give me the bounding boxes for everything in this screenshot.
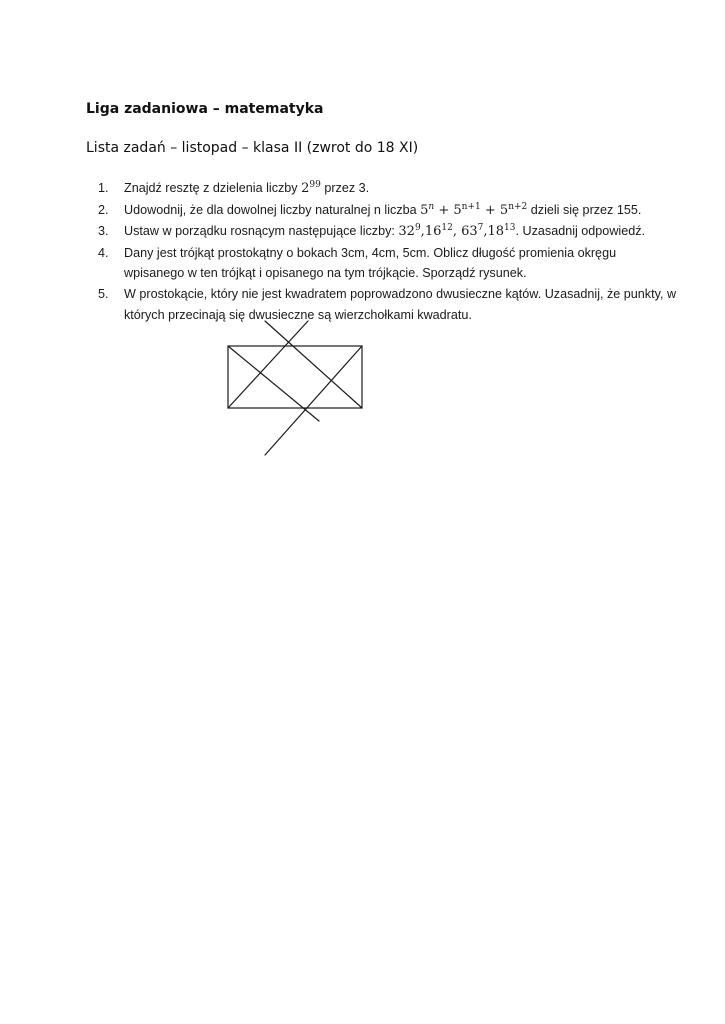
page-title: Liga zadaniowa – matematyka — [86, 101, 324, 117]
task-number: 5. — [98, 286, 109, 301]
math-exponent: 9 — [414, 223, 421, 234]
task-text: Udowodnij, że dla dowolnej liczby naturalnej n liczba — [124, 202, 421, 217]
math-separator: , — [452, 224, 462, 240]
figure-bisector-line — [228, 321, 308, 408]
math-exponent: n+1 — [461, 201, 481, 212]
task-text: Dany jest trójkąt prostokątny o bokach 3cm, 4cm, 5cm. Oblicz długość promienia okręgu wpisanego w ten trójkąt i opisanego na tym trójkącie. Sporządź rysunek. — [124, 245, 617, 281]
task-text: przez 3. — [320, 181, 370, 195]
math-operator: + — [434, 202, 454, 218]
math-base: 63 — [461, 224, 478, 240]
task-number: 1. — [98, 181, 109, 195]
task-3 — [98, 221, 678, 243]
math-separator: , — [420, 224, 425, 240]
figure-bisector-line — [265, 321, 362, 408]
math-base: 5 — [420, 202, 429, 218]
math-exponent: 7 — [477, 223, 484, 234]
math-exponent: 99 — [309, 180, 321, 191]
task-1 — [98, 178, 678, 200]
figure-rectangle — [228, 346, 362, 408]
task-number: 4. — [98, 245, 109, 260]
task-list — [98, 178, 678, 325]
math-base: 32 — [398, 224, 415, 240]
math-base: 5 — [499, 202, 509, 218]
task-text: . Uzasadnij odpowiedź. — [515, 224, 646, 239]
figure-bisector-line — [228, 346, 319, 421]
math-exponent: 12 — [441, 223, 453, 234]
task-number: 2. — [98, 202, 109, 217]
math-base: 2 — [301, 181, 310, 196]
math-base: 18 — [487, 224, 505, 240]
task-4 — [98, 243, 678, 284]
math-exponent: 13 — [504, 223, 516, 234]
task-text: Znajdź resztę z dzielenia liczby — [124, 181, 302, 195]
math-power — [301, 181, 321, 196]
math-expression — [398, 224, 515, 239]
math-exponent: n — [428, 201, 435, 212]
figure-bisector-line — [265, 346, 362, 455]
math-base: 16 — [424, 224, 442, 240]
page-subtitle: Lista zadań – listopad – klasa II (zwrot do 18 XI) — [86, 140, 419, 156]
math-operator: + — [480, 202, 500, 218]
task-number: 3. — [98, 224, 109, 239]
task-5 — [98, 284, 678, 325]
task-text: W prostokącie, który nie jest kwadratem poprowadzono dwusieczne kątów. Uzasadnij, że punkty, w których przecinają się dwusieczne są wierzchołkami kwadratu. — [124, 286, 677, 322]
task-text: dzieli się przez 155. — [527, 202, 642, 217]
task-text: Ustaw w porządku rosnącym następujące liczby: — [124, 224, 399, 239]
task-2 — [98, 200, 678, 222]
math-separator: , — [483, 224, 488, 240]
math-base: 5 — [453, 202, 462, 218]
math-exponent: n+2 — [508, 201, 528, 212]
math-expression — [420, 203, 527, 218]
